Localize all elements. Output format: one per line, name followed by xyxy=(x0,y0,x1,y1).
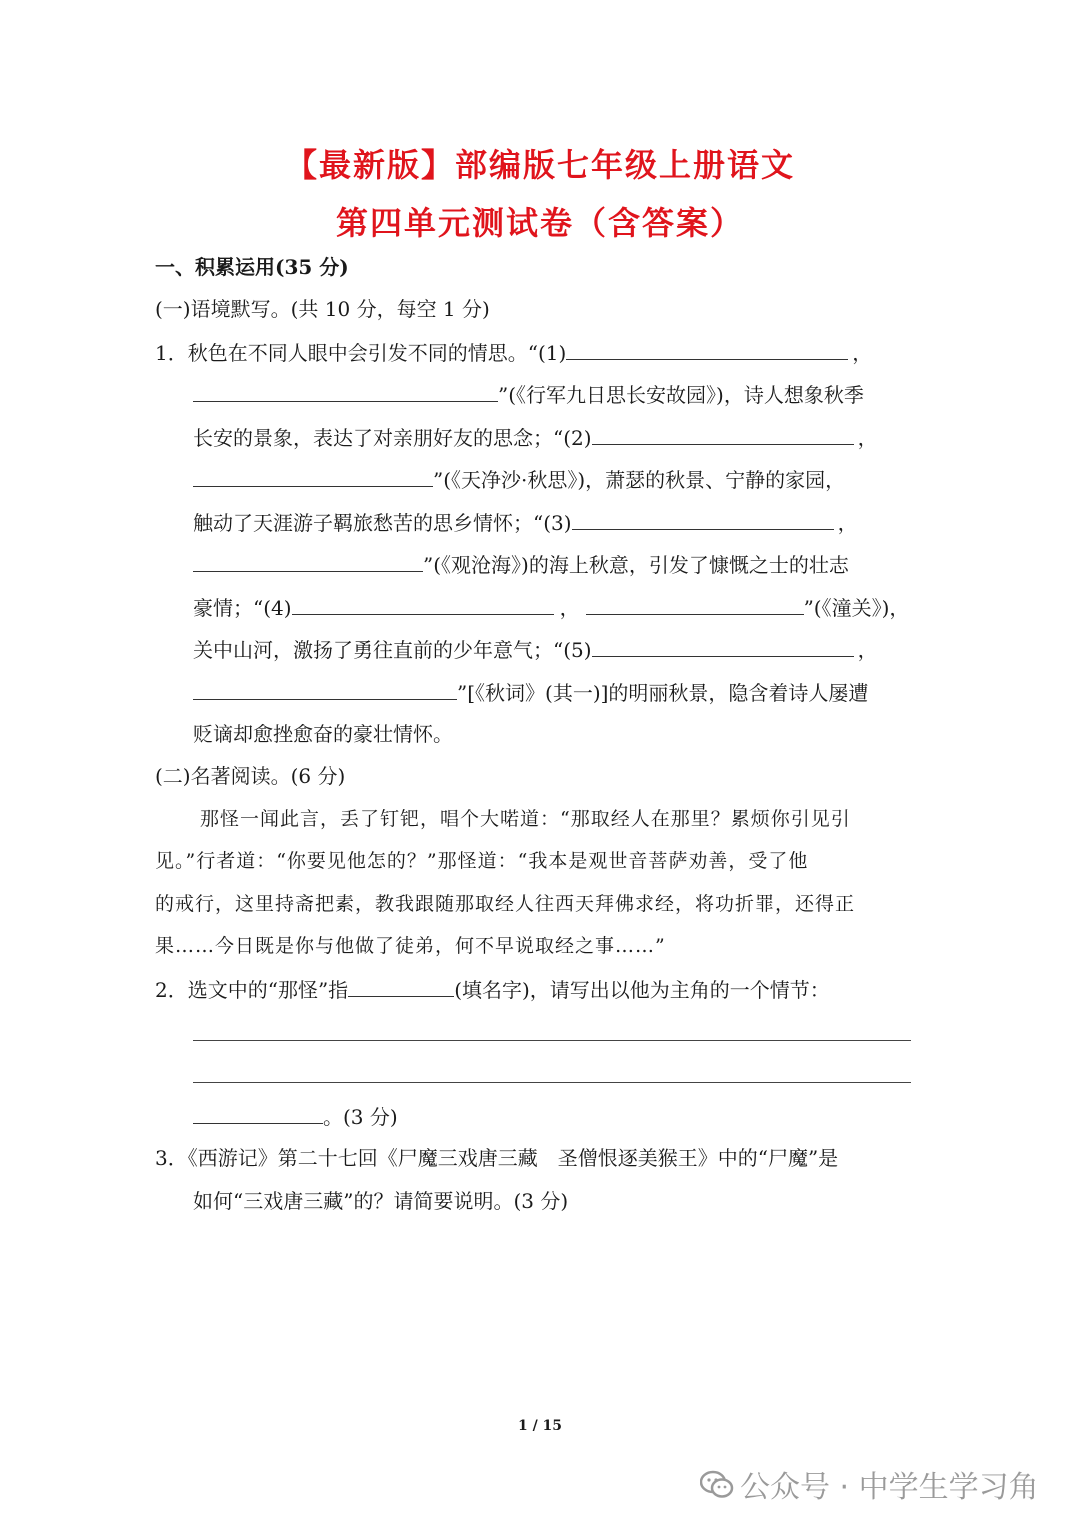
q1-line-5: 触动了天涯游子羁旅愁苦的思乡情怀；“(3) ， xyxy=(193,507,858,538)
title-line-2: 第四单元测试卷（含答案） xyxy=(335,204,744,242)
q1-line-4: ”(《天净沙·秋思》)，萧瑟的秋景、宁静的家园， xyxy=(193,464,845,495)
q1-line-8: 关中山河，激扬了勇往直前的少年意气；“(5) ， xyxy=(193,634,878,665)
answer-blank[interactable] xyxy=(193,379,498,402)
passage-line: 见。”行者道：“你要见他怎的？”那怪道：“我本是观世音菩萨劝善，受了他 xyxy=(155,850,809,872)
answer-blank[interactable] xyxy=(592,422,854,445)
section-heading: 一、积累运用(35 分) xyxy=(155,255,349,279)
answer-blank[interactable] xyxy=(193,677,457,700)
answer-blank[interactable] xyxy=(193,464,433,487)
q1-line-3: 长安的景象，表达了对亲朋好友的思念；“(2) ， xyxy=(193,422,878,453)
q1-line-1: 1．秋色在不同人眼中会引发不同的情思。“(1) ， xyxy=(155,337,872,368)
passage-line: 果……今日既是你与他做了徒弟，何不早说取经之事……” xyxy=(155,935,666,957)
answer-blank[interactable] xyxy=(592,634,854,657)
answer-blank[interactable] xyxy=(348,974,454,997)
watermark: 公众号 · 中学生学习角 xyxy=(700,1462,1039,1508)
answer-blank[interactable] xyxy=(586,592,804,615)
answer-blank[interactable] xyxy=(193,1101,323,1124)
q1-line-10: 贬谪却愈挫愈奋的豪壮情怀。 xyxy=(193,722,453,746)
q1-line-2: ”(《行军九日思长安故园》)，诗人想象秋季 xyxy=(193,379,864,410)
answer-blank[interactable] xyxy=(292,592,554,615)
wechat-icon xyxy=(700,1470,734,1508)
answer-blank[interactable] xyxy=(572,507,834,530)
page-number: 1 / 15 xyxy=(517,1418,563,1434)
part-heading-2: (二)名著阅读。(6 分) xyxy=(155,764,346,788)
q1-line-9: ”[《秋词》(其一)]的明丽秋景，隐含着诗人屡遭 xyxy=(193,677,868,708)
q3-line-2: 如何“三戏唐三藏”的？请简要说明。(3 分) xyxy=(193,1189,569,1213)
q1-line-6: ”(《观沧海》)的海上秋意，引发了慷慨之士的壮志 xyxy=(193,549,849,580)
answer-line[interactable] xyxy=(193,1040,911,1041)
answer-line[interactable] xyxy=(193,1082,911,1083)
passage-line: 那怪一闻此言，丢了钉钯，唱个大喏道：“那取经人在那里？累烦你引见引 xyxy=(200,808,851,830)
q2-line-1: 2．选文中的“那怪”指 (填名字)，请写出以他为主角的一个情节： xyxy=(155,974,830,1005)
q1-line-7: 豪情；“(4) ， ”(《潼关》)， xyxy=(193,592,909,623)
q2-line-end: 。(3 分) xyxy=(193,1101,398,1132)
q3-line-1: 3．《西游记》第二十七回《尸魔三戏唐三藏 圣僧恨逐美猴王》中的“尸魔”是 xyxy=(155,1146,839,1170)
part-heading-1: (一)语境默写。(共 10 分，每空 1 分) xyxy=(155,297,490,321)
answer-blank[interactable] xyxy=(566,337,848,360)
title-line-1: 【最新版】部编版七年级上册语文 xyxy=(284,146,795,184)
passage-line: 的戒行，这里持斋把素，教我跟随那取经人往西天拜佛求经，将功折罪，还得正 xyxy=(155,893,856,915)
answer-blank[interactable] xyxy=(193,549,423,572)
